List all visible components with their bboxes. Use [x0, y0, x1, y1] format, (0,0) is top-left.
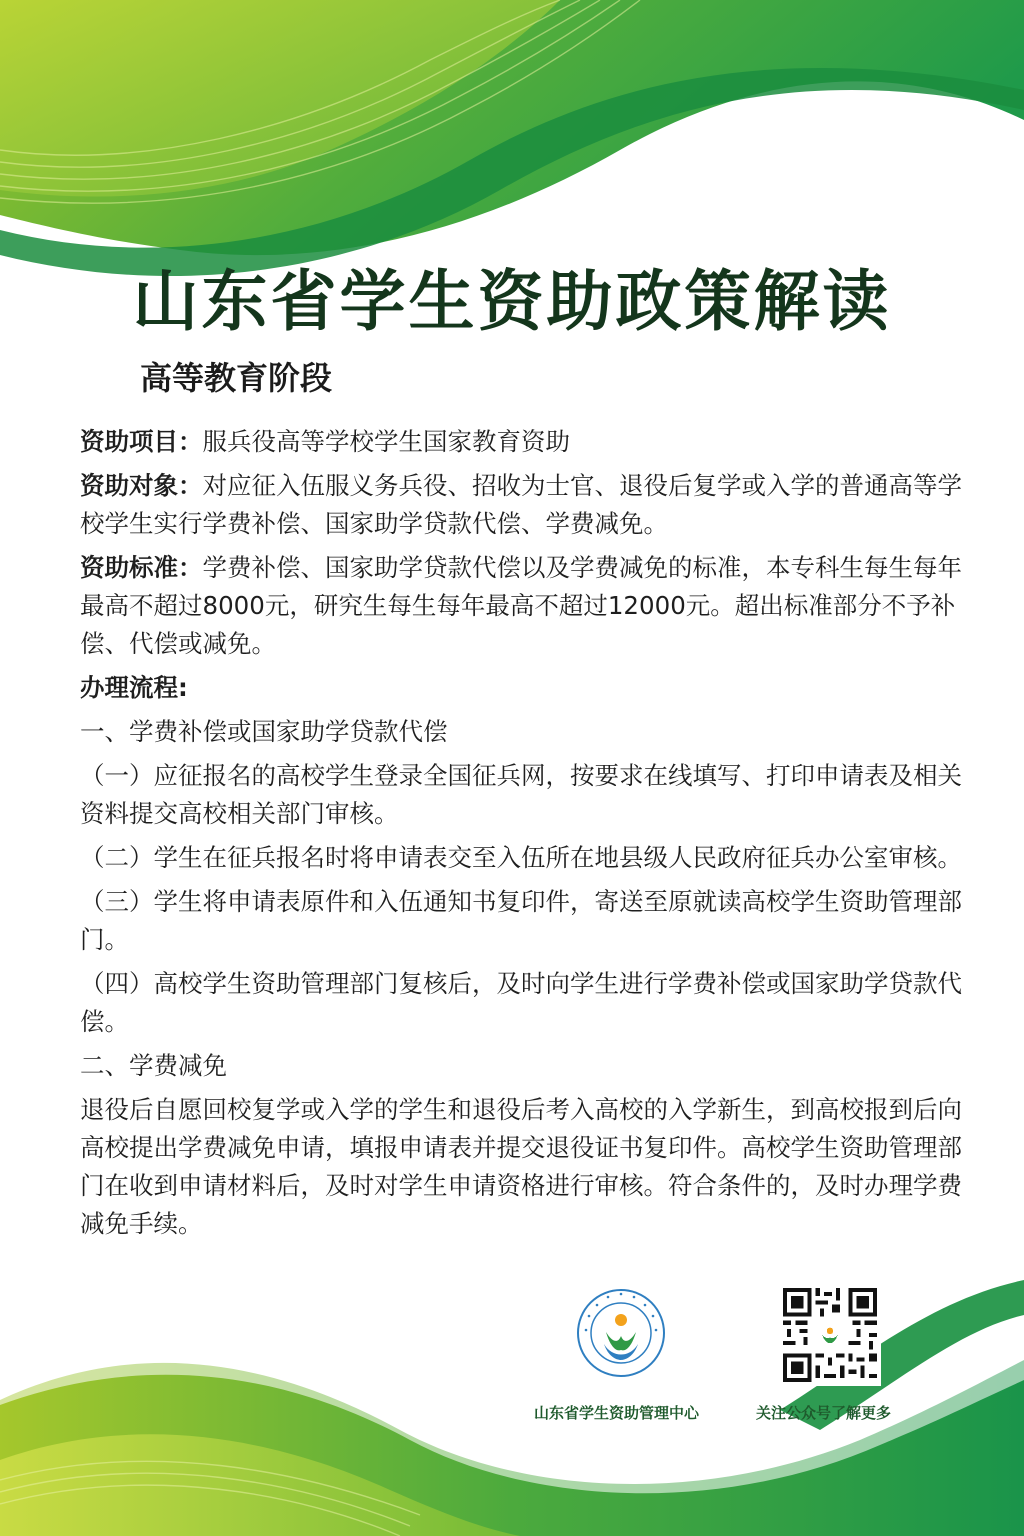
funding-project-text: 服兵役高等学校学生国家教育资助 — [202, 427, 570, 456]
qr-code-icon[interactable] — [779, 1284, 881, 1386]
process-step-4: （四）高校学生资助管理部门复核后，及时向学生进行学费补偿或国家助学贷款代偿。 — [80, 969, 962, 1036]
funding-standard-label: 资助标准： — [80, 553, 203, 582]
process-heading: 办理流程: — [80, 673, 188, 702]
funding-target — [80, 467, 964, 543]
process-step-1: （一）应征报名的高校学生登录全国征兵网，按要求在线填写、打印申请表及相关资料提交高校相关部门审核。 — [80, 761, 962, 828]
section1-heading: 一、学费补偿或国家助学贷款代偿 — [80, 717, 448, 746]
page-title: 山东省学生资助政策解读 — [132, 263, 892, 340]
page-subtitle: 高等教育阶段 — [140, 359, 333, 397]
process-step-3: （三）学生将申请表原件和入伍通知书复印件，寄送至原就读高校学生资助管理部门。 — [80, 887, 962, 954]
funding-project — [80, 423, 964, 461]
section2-text: 退役后自愿回校复学或入学的学生和退役后考入高校的入学新生，到高校报到后向高校提出学费减免申请，填报申请表并提交退役证书复印件。高校学生资助管理部门在收到申请材料后，及时对学生申请资格进行审核。符合条件的，及时办理学费减免手续。 — [80, 1095, 962, 1238]
funding-project-label: 资助项目： — [80, 427, 203, 456]
funding-standard — [80, 549, 964, 663]
org-name-caption: 山东省学生资助管理中心 — [534, 1404, 700, 1422]
funding-standard-text: 学费补偿、国家助学贷款代偿以及学费减免的标准，本专科生每生每年最高不超过8000元，研究生每生每年最高不超过12000元。超出标准部分不予补偿、代偿或减免。 — [80, 553, 962, 658]
section2-heading: 二、学费减免 — [80, 1051, 227, 1080]
funding-target-text: 对应征入伍服义务兵役、招收为士官、退役后复学或入学的普通高等学校学生实行学费补偿、国家助学贷款代偿、学费减免。 — [80, 471, 962, 538]
process-step-2: （二）学生在征兵报名时将申请表交至入伍所在地县级人民政府征兵办公室审核。 — [80, 843, 962, 872]
student-aid-logo-icon — [576, 1288, 666, 1378]
policy-content — [80, 423, 964, 1249]
funding-target-label: 资助对象： — [80, 471, 203, 500]
qr-caption: 关注公众号了解更多 — [756, 1404, 892, 1422]
